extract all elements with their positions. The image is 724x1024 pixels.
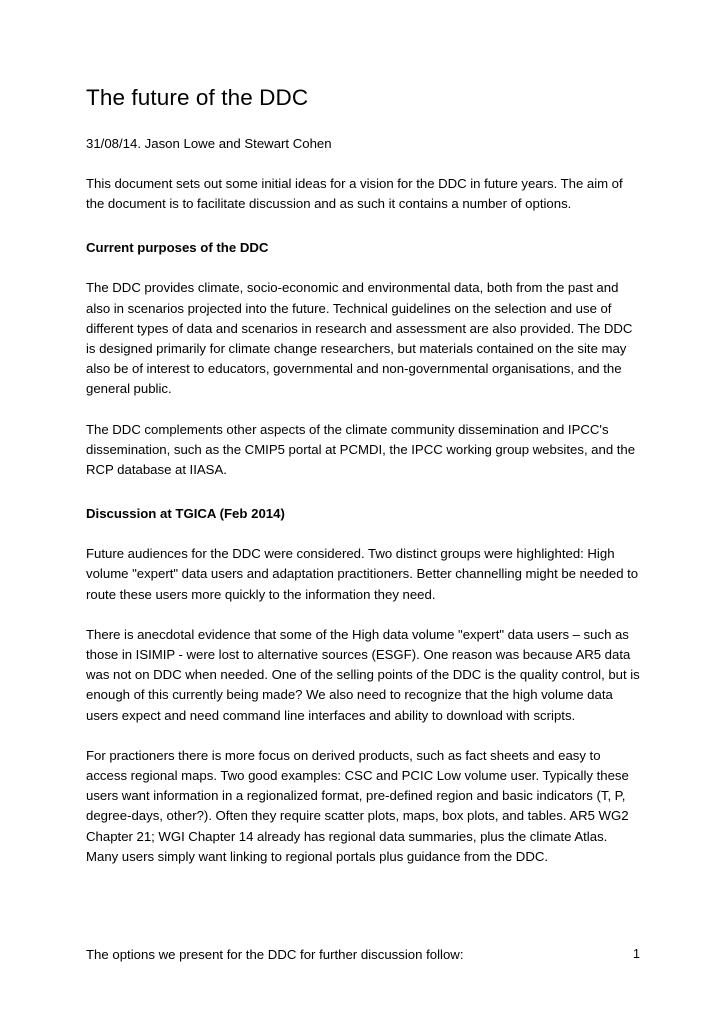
paragraph-practioners: For practioners there is more focus on derived products, such as fact sheets and easy to access regional maps. Two good examples: CSC and PCIC Low volume user. Typically these users want information in a regionalized format, pre-defined region and basic indicators (T, P, degree-days, other?). Often they require scatter plots, maps, box plots, and tables. AR5 WG2 Chapter 21; WGI Chapter 14 already has regional data summaries, plus the climate Atlas. Many users simply want linking to regional portals plus guidance from the DDC.	[86, 747, 629, 864]
page-number: 1	[633, 947, 640, 961]
byline: 31/08/14. Jason Lowe and Stewart Cohen	[86, 136, 332, 151]
closing-paragraph: The options we present for the DDC for further discussion follow:	[86, 947, 464, 963]
paragraph-future-audiences: Future audiences for the DDC were considered. Two distinct groups were highlighted: High volume "expert" data users and adaptation practitioners. Better channelling might be needed to route these users more quickly to the information they need.	[86, 546, 639, 602]
document-content	[86, 84, 640, 965]
section-heading-discussion-tgica: Discussion at TGICA (Feb 2014)	[86, 506, 285, 522]
intro-paragraph: This document sets out some initial ideas for a vision for the DDC in future years. The aim of the document is to facilitate discussion and as such it contains a number of options.	[86, 176, 623, 212]
paragraph-ddc-complements: The DDC complements other aspects of the climate community dissemination and IPCC's dissemination, such as the CMIP5 portal at PCMDI, the IPCC working group websites, and the RCP database at IIASA.	[86, 421, 636, 478]
page-title: The future of the DDC	[86, 85, 309, 110]
section-heading-current-purposes: Current purposes of the DDC	[86, 240, 269, 256]
paragraph-anecdotal-evidence: There is anecdotal evidence that some of the High data volume "expert" data users – such as those in ISIMIP - were lost to alternative sources (ESGF). One reason was because AR5 data was not on DDC when needed. One of the selling points of the DDC is the quality control, but is enough of this currently being made? We also need to recognize that the high volume data users expect and need command line interfaces and ability to download with scripts.	[86, 626, 640, 723]
paragraph-ddc-provides: The DDC provides climate, socio-economic and environmental data, both from the past and also in scenarios projected into the future. Technical guidelines on the selection and use of different types of data and scenarios in research and assessment are also provided. The DDC is designed primarily for climate change researchers, but materials contained on the site may also be of interest to educators, governmental and non-governmental organisations, and the general public.	[86, 280, 633, 397]
